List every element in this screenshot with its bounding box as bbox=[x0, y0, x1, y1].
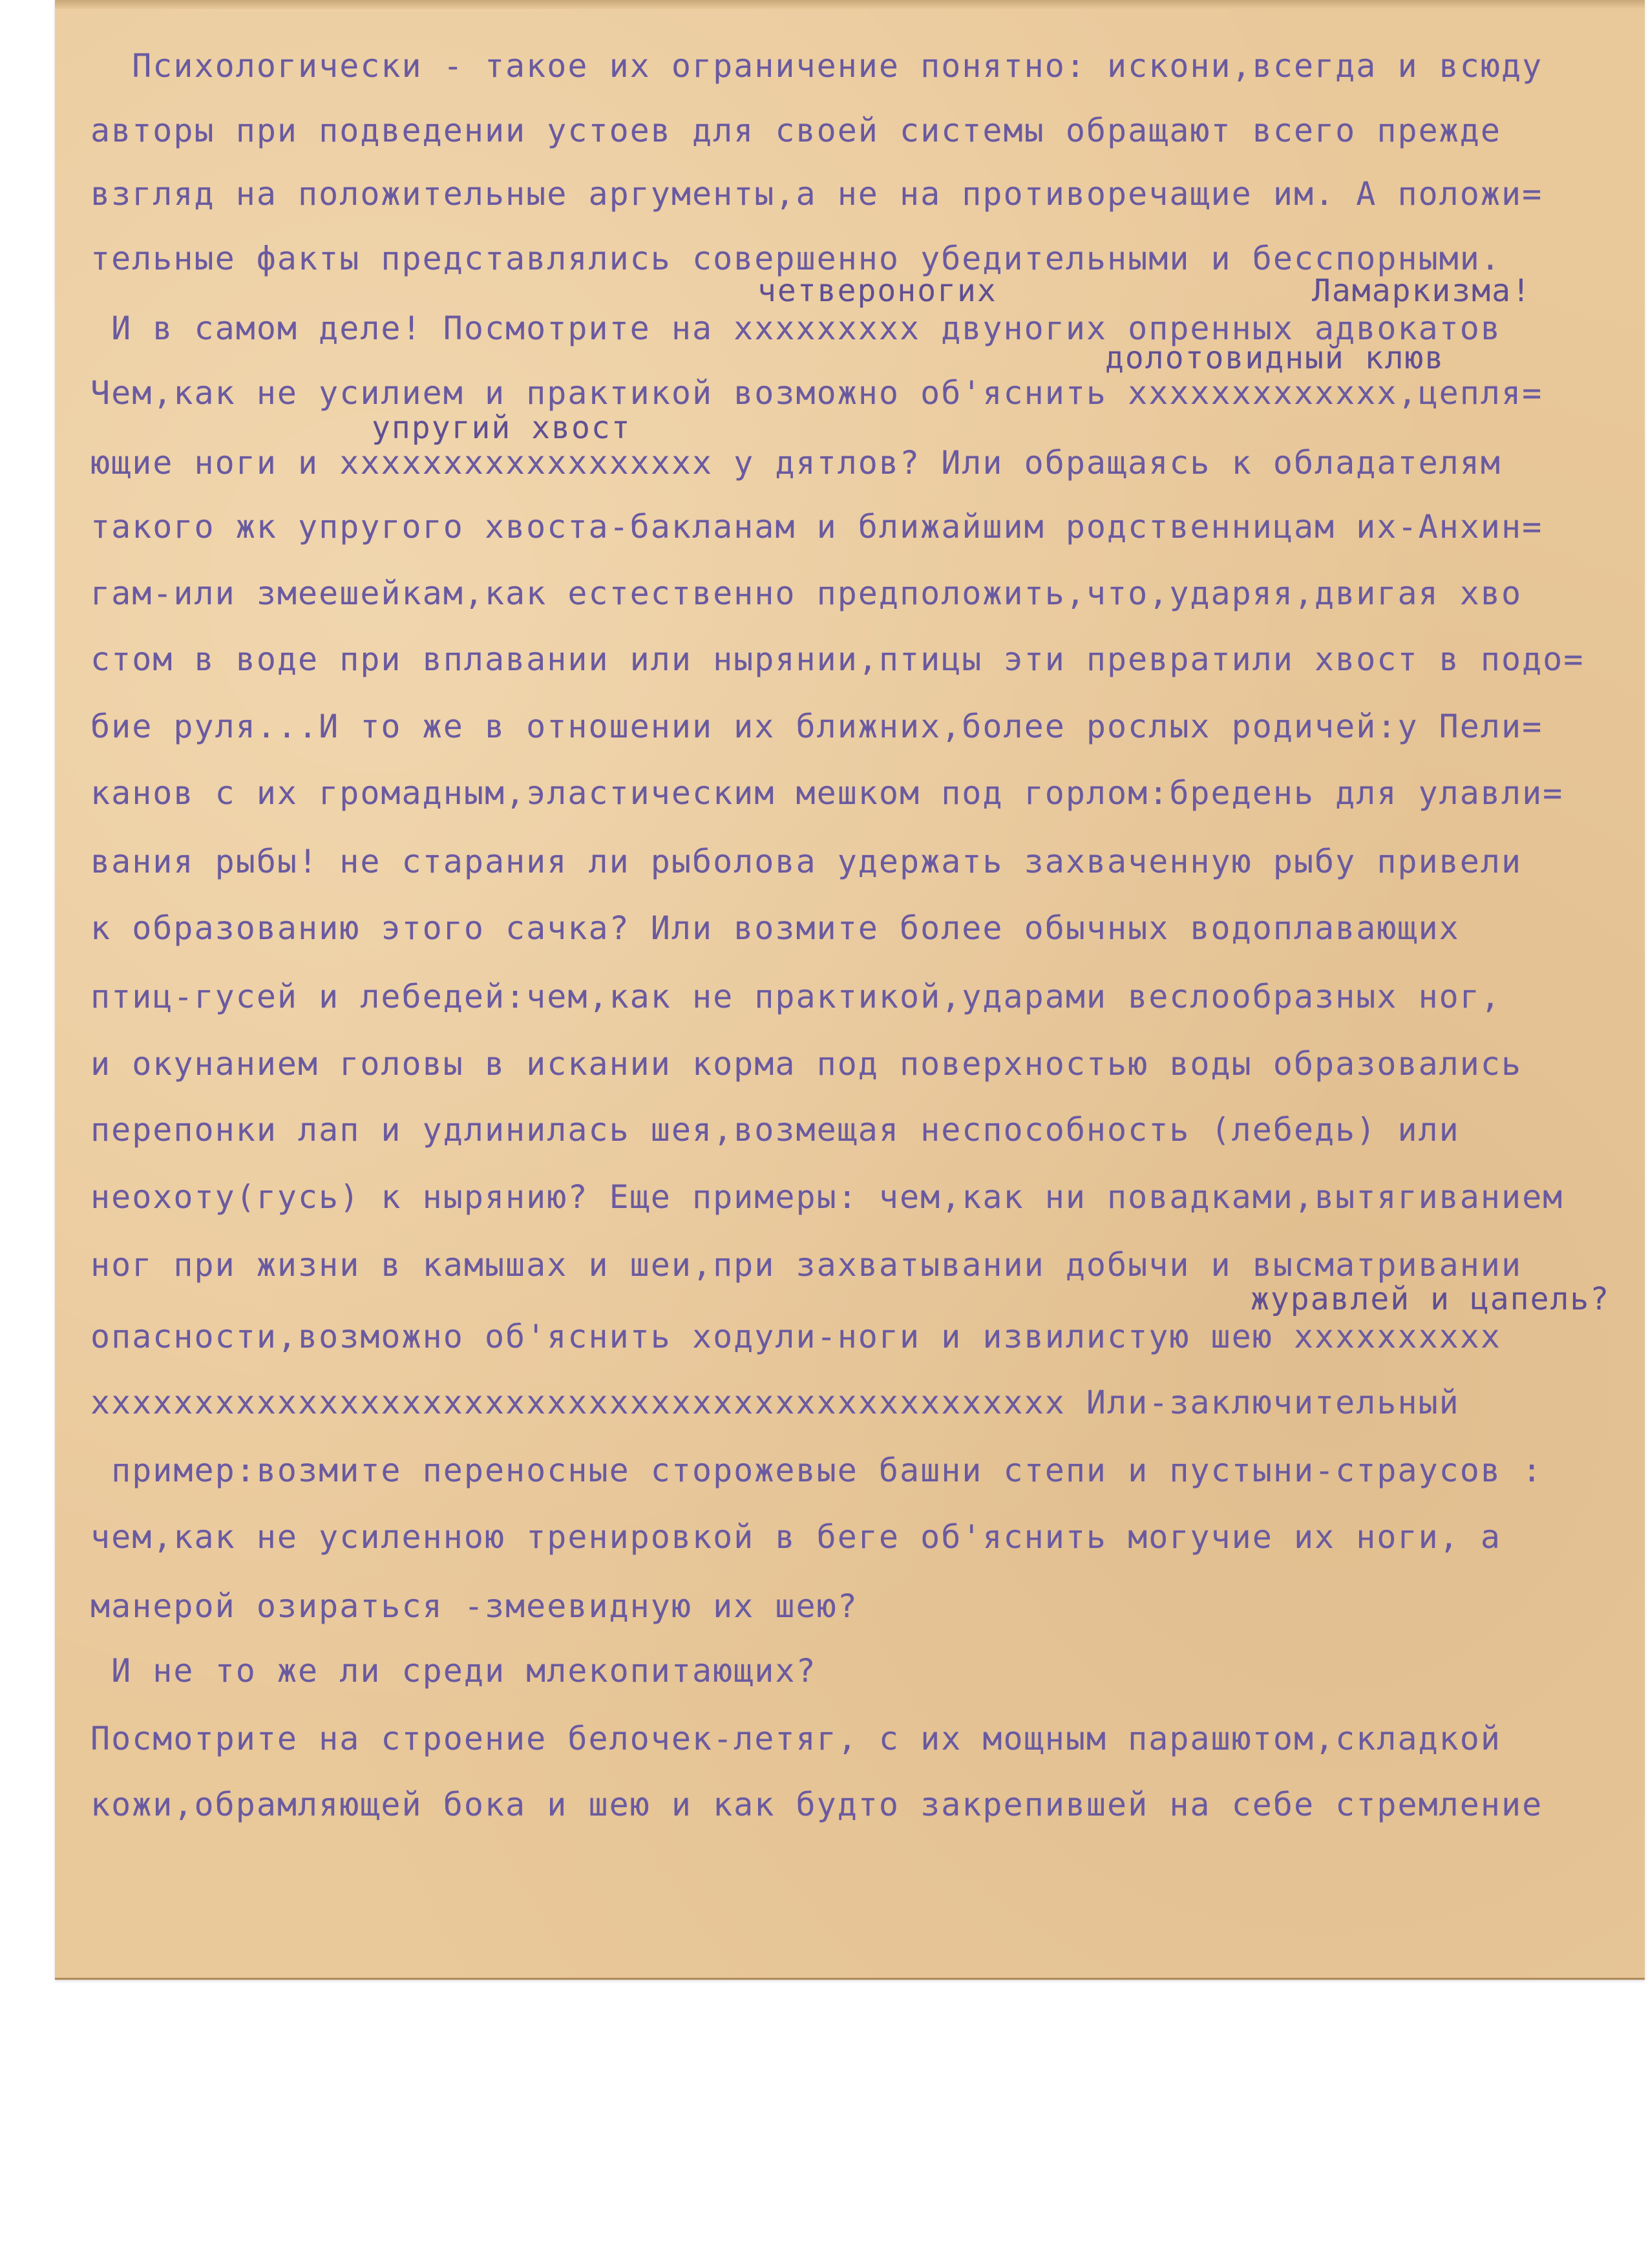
text-line-2: авторы при подведении устоев для своей системы обращают всего прежде bbox=[90, 112, 1501, 149]
text-line-22: пример:возмите переносные сторожевые башни степи и пустыни-страусов : bbox=[90, 1452, 1543, 1489]
text-line-25: И не то же ли среди млекопитающих? bbox=[90, 1652, 817, 1690]
text-line-15: птиц-гусей и лебедей:чем,как не практикой,ударами веслообразных ног, bbox=[90, 978, 1501, 1015]
text-line-5: И в самом деле! Посмотрите на xxxxxxxxx двуногих опренных адвокатов bbox=[90, 310, 1501, 347]
page-top-edge bbox=[55, 0, 1645, 9]
text-line-11: бие руля...И то же в отношении их ближних,более рослых родичей:у Пели= bbox=[90, 708, 1543, 745]
text-line-17: перепонки лап и удлинилась шея,возмещая неспособность (лебедь) или bbox=[90, 1111, 1460, 1149]
text-line-4: тельные факты представлялись совершенно убедительными и бесспорными. bbox=[90, 240, 1501, 277]
insertion-dolotovidnyj-klyuv: долотовидный клюв bbox=[1105, 340, 1445, 376]
text-line-7: ющие ноги и xxxxxxxxxxxxxxxxxx у дятлов? Или обращаясь к обладателям bbox=[90, 444, 1501, 482]
text-line-6: Чем,как не усилием и практикой возможно об'яснить xxxxxxxxxxxxx,цепля= bbox=[90, 374, 1543, 412]
insertion-zhuravlej-i-capel: журавлей и цапель? bbox=[1251, 1281, 1611, 1317]
insertion-chetveronogih: четвероногих bbox=[757, 273, 997, 309]
text-line-19: ног при жизни в камышах и шеи,при захватывании добычи и высматривании bbox=[90, 1246, 1523, 1284]
text-line-16: и окунанием головы в искании корма под поверхностью воды образовались bbox=[90, 1045, 1523, 1083]
text-line-9: гам-или змеешейкам,как естественно предположить,что,ударяя,двигая хво bbox=[90, 575, 1523, 612]
text-line-26: Посмотрите на строение белочек-летяг, с их мощным парашютом,складкой bbox=[90, 1720, 1501, 1757]
text-line-21: xxxxxxxxxxxxxxxxxxxxxxxxxxxxxxxxxxxxxxxxxxxxxxx Или-заключительный bbox=[90, 1384, 1460, 1421]
text-line-1: Психологически - такое их ограничение понятно: искони,всегда и всюду bbox=[90, 47, 1543, 85]
text-line-27: кожи,обрамляющей бока и шею и как будто закрепившей на себе стремление bbox=[90, 1786, 1543, 1823]
text-line-14: к образованию этого сачка? Или возмите более обычных водоплавающих bbox=[90, 909, 1460, 947]
text-line-12: канов с их громадным,эластическим мешком под горлом:бредень для улавли= bbox=[90, 774, 1564, 812]
text-line-18: неохоту(гусь) к нырянию? Еще примеры: чем,как ни повадками,вытягиванием bbox=[90, 1178, 1564, 1216]
text-line-8: такого жк упругого хвоста-бакланам и ближайшим родственницам их-Анхин= bbox=[90, 508, 1543, 546]
text-line-20: опасности,возможно об'яснить ходули-ноги и извилистую шею xxxxxxxxxx bbox=[90, 1318, 1501, 1355]
text-line-3: взгляд на положительные аргументы,а не на противоречащие им. А положи= bbox=[90, 175, 1543, 213]
insertion-lamarkizma: Ламаркизма! bbox=[1312, 273, 1532, 309]
text-line-13: вания рыбы! не старания ли рыболова удержать захваченную рыбу привели bbox=[90, 843, 1523, 880]
text-line-10: стом в воде при вплавании или нырянии,птицы эти превратили хвост в подо= bbox=[90, 641, 1585, 678]
text-line-24: манерой озираться -змеевидную их шею? bbox=[90, 1587, 858, 1625]
text-line-23: чем,как не усиленною тренировкой в беге об'яснить могучие их ноги, а bbox=[90, 1518, 1501, 1556]
insertion-uprugij-hvost: упругий хвост bbox=[372, 410, 631, 446]
